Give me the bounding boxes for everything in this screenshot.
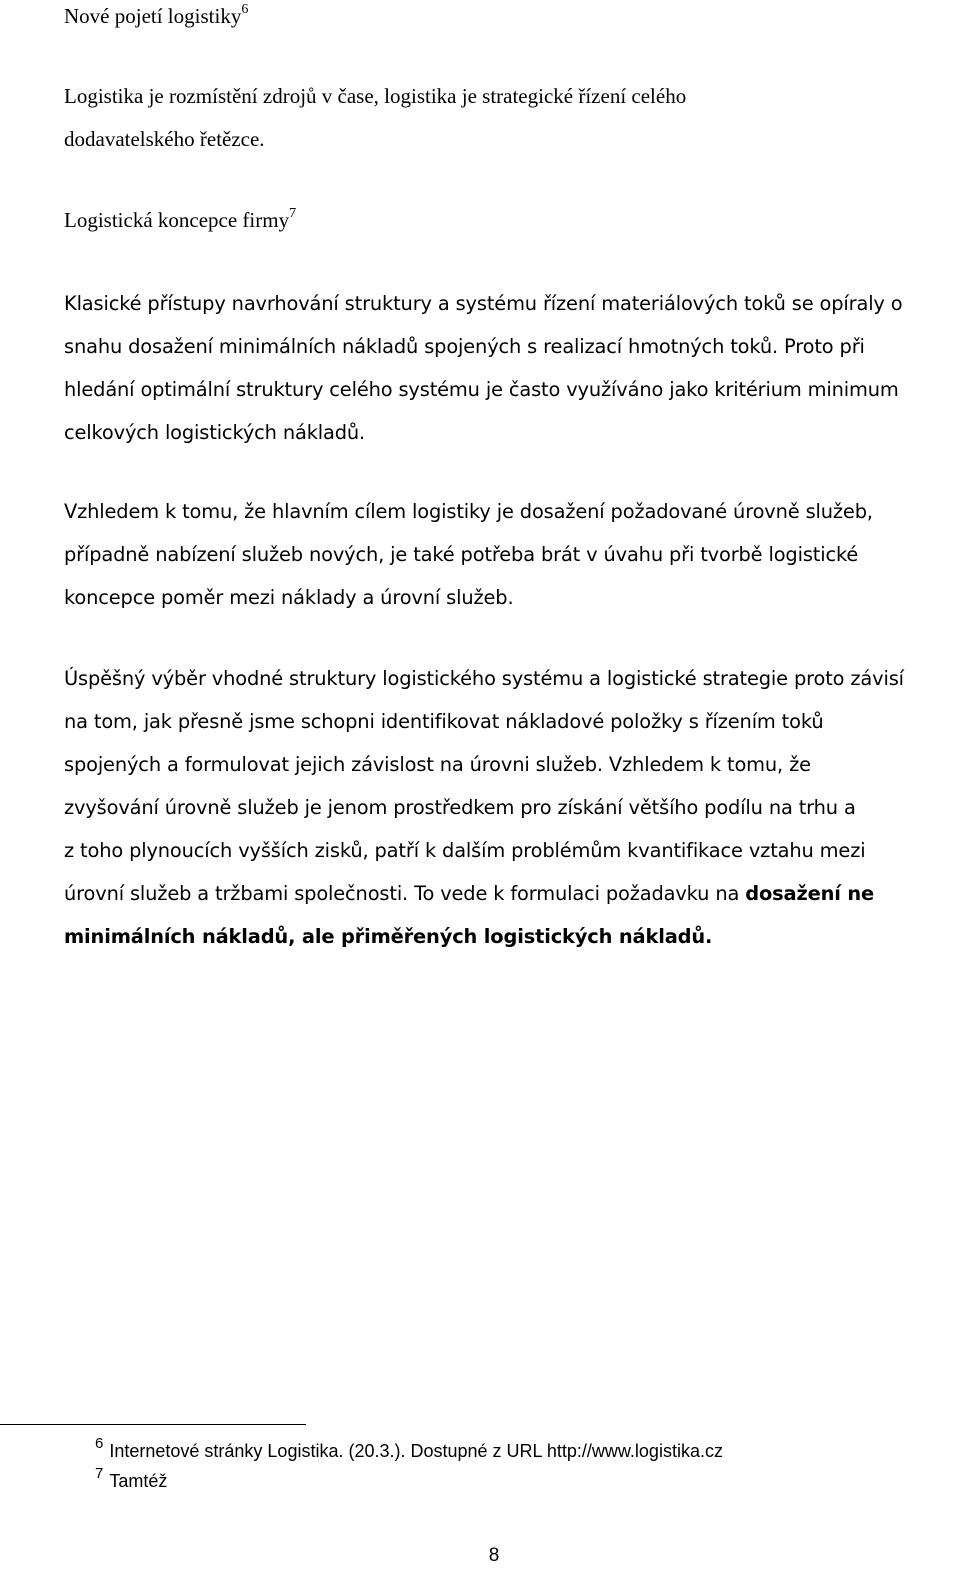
text-line: spojených a formulovat jejich závislost na úrovni služeb. Vzhledem k tomu, že <box>64 753 811 776</box>
text-line: na tom, jak přesně jsme schopni identifikovat nákladové položky s řízením toků <box>64 710 824 733</box>
text-line: dodavatelského řetězce. <box>64 127 265 151</box>
text-run: úrovní služeb a tržbami společnosti. To vede k formulaci požadavku na <box>64 882 746 905</box>
paragraph <box>64 282 952 454</box>
text-line: případně nabízení služeb nových, je také potřeba brát v úvahu při tvorbě logistické <box>64 543 859 566</box>
footnote <box>95 1465 168 1494</box>
text-line: Vzhledem k tomu, že hlavním cílem logistiky je dosažení požadované úrovně služeb, <box>64 500 873 523</box>
bold-emphasis: dosažení ne <box>745 882 874 905</box>
paragraph <box>64 657 952 958</box>
text-line: Klasické přístupy navrhování struktury a systému řízení materiálových toků se opíraly o <box>64 292 903 315</box>
text-line: z toho plynoucích vyšších zisků, patří k dalším problémům kvantifikace vztahu mezi <box>64 839 866 862</box>
footnote-ref: 7 <box>289 206 297 221</box>
section-heading <box>64 207 296 233</box>
text-line: koncepce poměr mezi náklady a úrovní služeb. <box>64 586 514 609</box>
footnote-number: 7 <box>95 1465 104 1482</box>
text-line: snahu dosažení minimálních nákladů spojených s realizací hmotných toků. Proto při <box>64 335 865 358</box>
text-line: Logistika je rozmístění zdrojů v čase, logistika je strategické řízení celého <box>64 84 687 108</box>
footnote-ref: 6 <box>241 2 249 17</box>
footnote <box>95 1435 723 1464</box>
section-heading <box>64 3 248 29</box>
page-number: 8 <box>488 1545 500 1566</box>
footnote-number: 6 <box>95 1435 104 1452</box>
bold-emphasis: minimálních nákladů, ale přiměřených logistických nákladů. <box>64 925 713 948</box>
footnote-text: Internetové stránky Logistika. (20.3.). Dostupné z URL http://www.logistika.cz <box>109 1441 723 1461</box>
heading-text: Logistická koncepce firmy <box>64 208 290 232</box>
text-line: celkových logistických nákladů. <box>64 421 366 444</box>
heading-text: Nové pojetí logistiky <box>64 4 242 28</box>
text-line: hledání optimální struktury celého systému je často využíváno jako kritérium minimum <box>64 378 899 401</box>
paragraph <box>64 75 952 161</box>
footnote-text: Tamtéž <box>109 1471 168 1491</box>
paragraph <box>64 490 952 619</box>
text-line: Úspěšný výběr vhodné struktury logistického systému a logistické strategie proto závisí <box>64 667 904 690</box>
text-line <box>64 872 952 915</box>
text-line: zvyšování úrovně služeb je jenom prostředkem pro získání většího podílu na trhu a <box>64 796 856 819</box>
footnote-separator <box>0 1424 306 1425</box>
